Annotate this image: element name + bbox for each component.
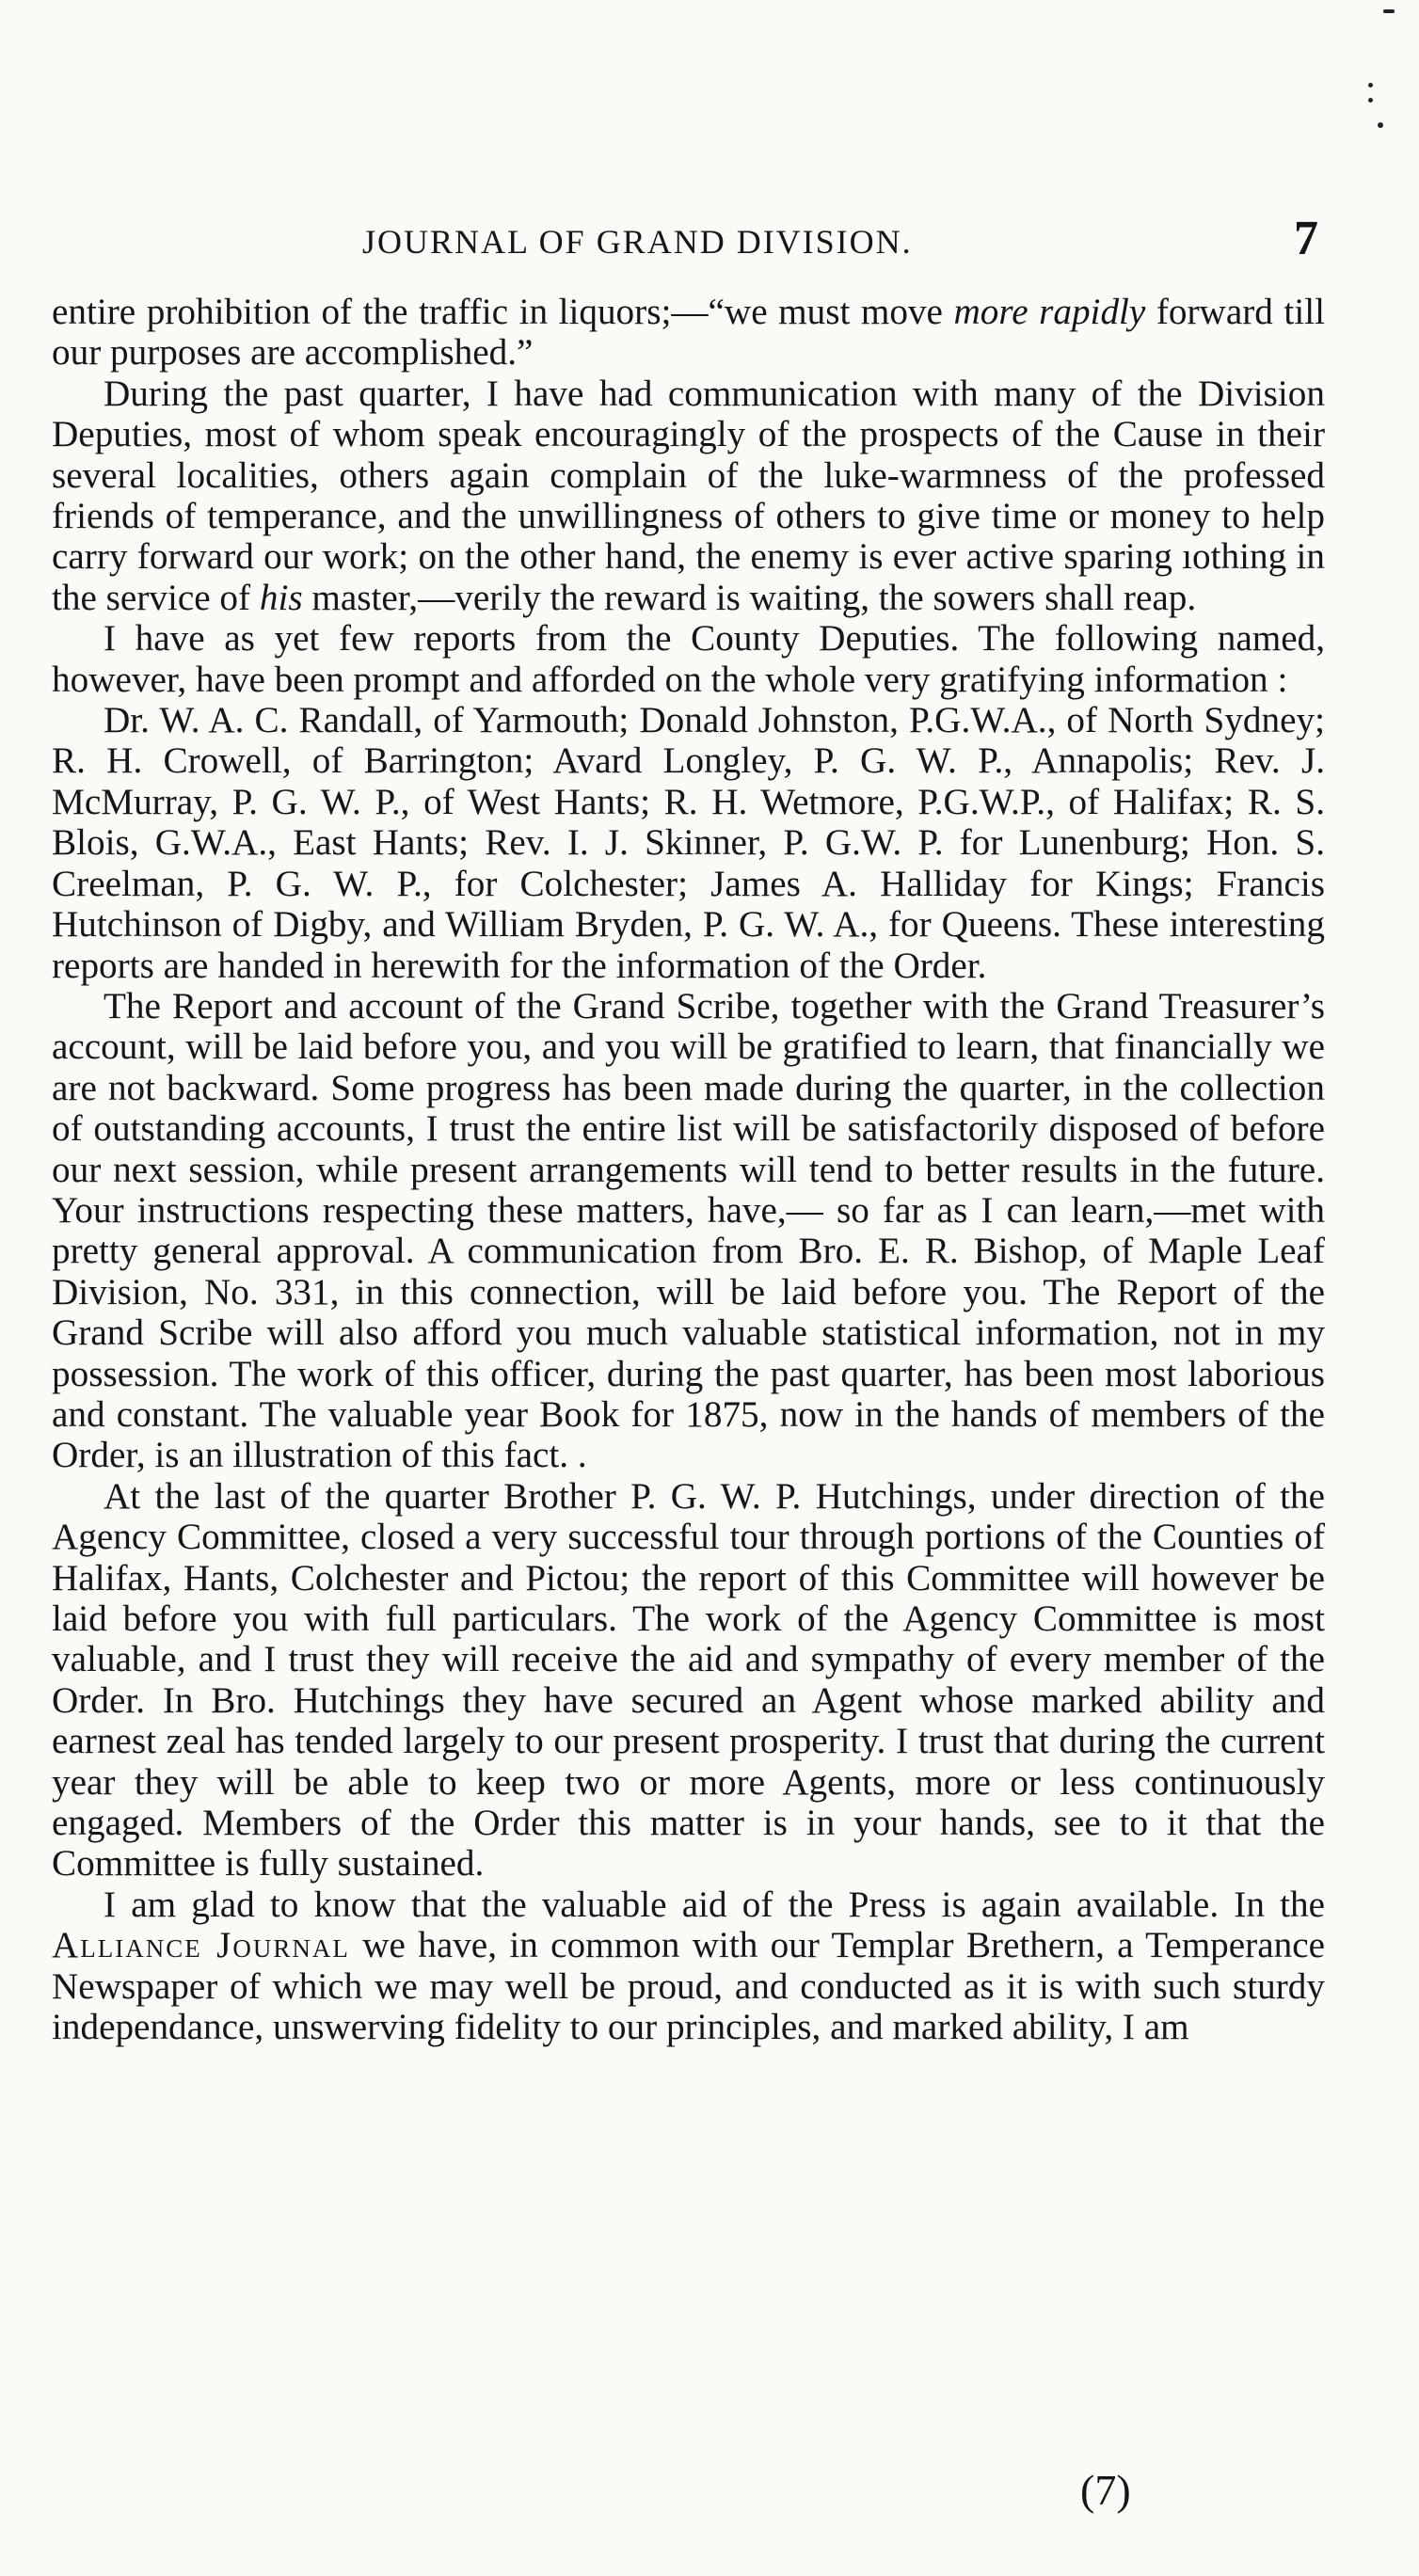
paragraph-text: entire prohibition of the traffic in liquors;—“we must move <box>52 292 954 332</box>
paragraph-text: master,—verily the reward is waiting, the sowers shall reap. <box>302 577 1197 618</box>
paragraph-text: forward till our purposes are accomplished.” <box>52 292 1325 374</box>
body-text <box>52 292 1325 2047</box>
italic-text: his <box>259 577 303 618</box>
scan-speck <box>1378 122 1383 128</box>
paragraph-1 <box>52 292 1325 374</box>
folio: (7) <box>1080 2466 1131 2514</box>
paragraph-3: I have as yet few reports from the County Deputies. The following named, however, have been prompt and afforded on the whole very gratifying information : <box>52 618 1325 700</box>
paragraph-5: The Report and account of the Grand Scribe, together with the Grand Treasurer’s account, will be laid before you, and you will be gratified to learn, that financially we are not backward. Some progress has been made during the quarter, in the collection of outstanding accounts, I trust the entire list will be satisfactorily disposed of before our next session, while present arrangements will tend to better results in the future. Your instructions respecting these matters, have,— so far as I can learn,—met with pretty general approval. A communication from Bro. E. R. Bishop, of Maple Leaf Division, No. 331, in this connection, will be laid before you. The Report of the Grand Scribe will also afford you much valuable statistical information, not in my possession. The work of this officer, during the past quarter, has been most laborious and constant. The valuable year Book for 1875, now in the hands of members of the Order, is an illustration of this fact. . <box>52 985 1325 1476</box>
small-caps-text: Alliance Journal <box>52 1925 350 1966</box>
paragraph-6: At the last of the quarter Brother P. G. W. P. Hutchings, under direction of the Agency Committee, closed a very successful tour through portions of the Counties of Halifax, Hants, Colchester and Pictou; the report of this Committee will however be laid before you with full particulars. The work of the Agency Committee is most valuable, and I trust they will receive the aid and sympathy of every member of the Order. In Bro. Hutchings they have secured an Agent whose marked ability and earnest zeal has tended largely to our present prosperity. I trust that during the current year they will be able to keep two or more Agents, more or less continuously engaged. Members of the Order this matter is in your hands, see to it that the Committee is fully sustained. <box>52 1475 1325 1884</box>
italic-text: more rapidly <box>953 292 1146 332</box>
running-head <box>362 212 1341 273</box>
scan-speck <box>1368 98 1373 103</box>
paragraph-text: I am glad to know that the valuable aid of the Press is again available. In the <box>104 1884 1325 1925</box>
paragraph-text: we have, in common with our Templar Brethern, a Temperance Newspaper of which we may well be proud, and conducted as it is with such sturdy independance, unswerving fidelity to our principles, and marked ability, I am <box>52 1925 1325 2048</box>
paragraph-7 <box>52 1884 1325 2048</box>
running-title: JOURNAL OF GRAND DIVISION. <box>362 223 913 261</box>
scan-speck <box>1383 9 1395 13</box>
scan-speck <box>1368 83 1373 87</box>
scan-specks <box>1325 0 1419 151</box>
paragraph-text: During the past quarter, I have had communication with many of the Division Deputies, most of whom speak encouragingly of the prospects of the Cause in their several localities, others again complain of the luke-warmness of the professed friends of temperance, and the unwillingness of others to give time or money to help carry forward our work; on the other hand, the enemy is ever active sparing ıothing in the service of <box>52 373 1325 618</box>
page-number: 7 <box>1294 212 1318 265</box>
paragraph-2 <box>52 374 1325 618</box>
paragraph-4: Dr. W. A. C. Randall, of Yarmouth; Donald Johnston, P.G.W.A., of North Sydney; R. H. Crowell, of Barrington; Avard Longley, P. G. W. P., Annapolis; Rev. J. McMurray, P. G. W. P., of West Hants; R. H. Wetmore, P.G.W.P., of Halifax; R. S. Blois, G.W.A., East Hants; Rev. I. J. Skinner, P. G.W. P. for Lunenburg; Hon. S. Creelman, P. G. W. P., for Colchester; James A. Halliday for Kings; Francis Hutchinson of Digby, and William Bryden, P. G. W. A., for Queens. These interesting reports are handed in herewith for the information of the Order. <box>52 700 1325 986</box>
